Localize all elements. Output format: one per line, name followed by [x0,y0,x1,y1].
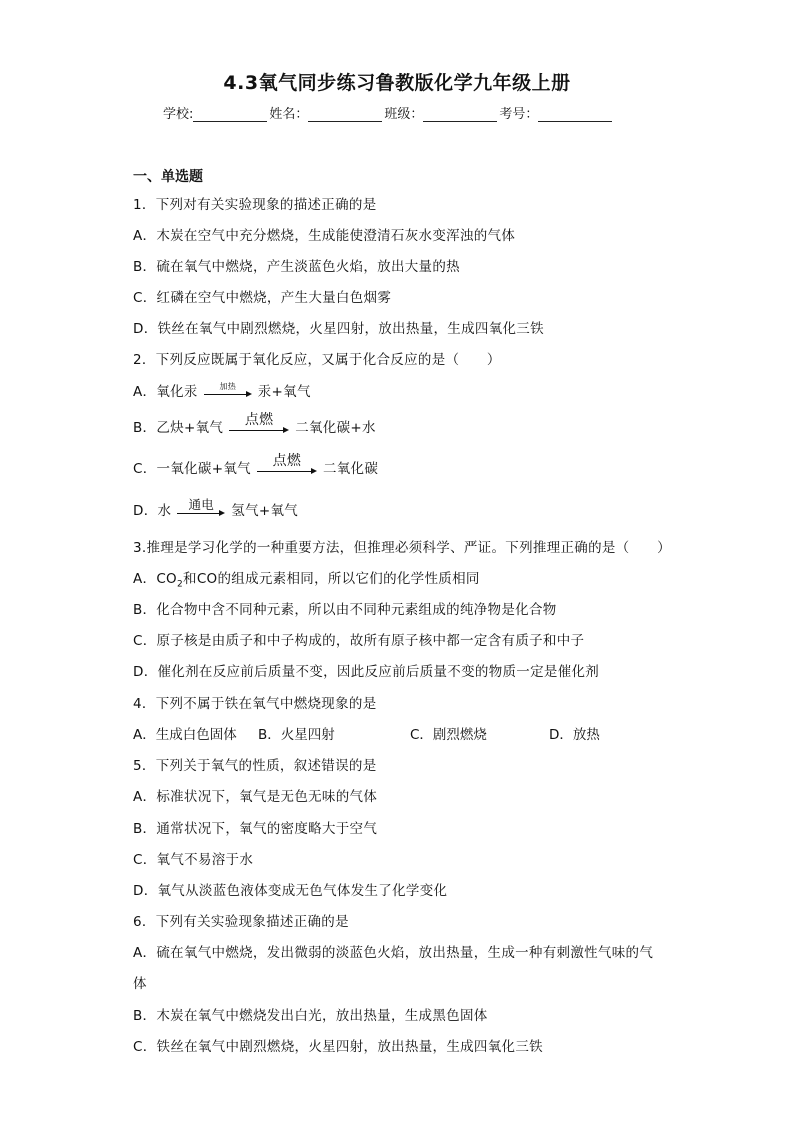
q2-d-products: 氢气+氧气 [231,503,299,519]
section-heading: 一、单选题 [133,169,203,185]
q1-option-a: A．木炭在空气中充分燃烧，生成能使澄清石灰水变浑浊的气体 [133,228,516,244]
exam-number-blank [538,109,612,122]
q5-option-c: C．氧气不易溶于水 [133,852,254,868]
q3-option-a [133,567,480,590]
q2-option-c [133,453,379,477]
student-info-row [163,103,614,122]
q1-option-d: D．铁丝在氧气中剧烈燃烧，火星四射，放出热量，生成四氧化三铁 [133,321,544,337]
q1-option-c: C．红磷在空气中燃烧，产生大量白色烟雾 [133,290,392,306]
q2-a-products: 汞+氧气 [257,384,311,400]
q2-option-a [133,380,311,400]
reaction-condition: 加热 [219,382,237,391]
class-blank [423,109,497,122]
class-label: 班级： [384,107,424,122]
reaction-condition: 点燃 [272,453,302,469]
q6-stem: 6．下列有关实验现象描述正确的是 [133,914,349,930]
q1-option-b: B．硫在氧气中燃烧，产生淡蓝色火焰，放出大量的热 [133,259,460,275]
q2-c-products: 二氧化碳 [322,461,379,477]
reaction-arrow [257,453,317,476]
reaction-arrow [177,497,225,518]
school-blank [193,109,267,122]
reaction-condition: 点燃 [244,412,274,428]
q6-option-b: B．木炭在氧气中燃烧发出白光，放出热量，生成黑色固体 [133,1008,488,1024]
q4-option-b: B．火星四射 [258,727,335,743]
q2-a-reactants: A．氧化汞 [133,384,198,400]
name-blank [308,109,382,122]
q3-a-text: A．CO [133,571,177,587]
q2-b-products: 二氧化碳+水 [295,420,376,436]
name-label: 姓名： [269,107,309,122]
reaction-arrow [204,382,252,399]
q3-option-d: D．催化剂在反应前后质量不变，因此反应前后质量不变的物质一定是催化剂 [133,664,600,680]
q2-option-d [133,499,298,519]
exam-number-label: 考号： [499,107,539,122]
reaction-condition: 通电 [188,497,215,512]
q2-stem: 2．下列反应既属于氧化反应，又属于化合反应的是（ ） [133,352,501,368]
q4-option-c: C．剧烈燃烧 [410,727,487,743]
q6-option-a-continued: 体 [133,976,147,992]
q2-d-reactants: D．水 [133,503,172,519]
q4-option-d: D．放热 [549,727,600,743]
q2-c-reactants: C．一氧化碳+氧气 [133,461,251,477]
q6-option-a: A．硫在氧气中燃烧，发出微弱的淡蓝色火焰，放出热量，生成一种有刺激性气味的气 [133,945,654,961]
q3-option-b: B．化合物中含不同种元素，所以由不同种元素组成的纯净物是化合物 [133,602,557,618]
q5-option-a: A．标准状况下，氧气是无色无味的气体 [133,789,378,805]
q5-stem: 5．下列关于氧气的性质，叙述错误的是 [133,758,377,774]
school-label: 学校: [163,107,194,122]
subscript: 2 [177,579,184,590]
q3-a-text-rest: 和CO的组成元素相同，所以它们的化学性质相同 [183,571,480,587]
q5-option-b: B．通常状况下，氧气的密度略大于空气 [133,821,378,837]
q2-b-reactants: B．乙炔+氧气 [133,420,224,436]
q1-stem: 1．下列对有关实验现象的描述正确的是 [133,197,377,213]
q3-option-c: C．原子核是由质子和中子构成的，故所有原子核中都一定含有质子和中子 [133,633,585,649]
q3-stem: 3.推理是学习化学的一种重要方法，但推理必须科学、严证。下列推理正确的是（ ） [133,540,671,556]
q5-option-d: D．氧气从淡蓝色液体变成无色气体发生了化学变化 [133,883,448,899]
q4-stem: 4．下列不属于铁在氧气中燃烧现象的是 [133,696,377,712]
q6-option-c: C．铁丝在氧气中剧烈燃烧，火星四射，放出热量，生成四氧化三铁 [133,1039,543,1055]
reaction-arrow [229,412,289,435]
q4-option-a: A．生成白色固体 [133,727,237,743]
document-title: 4.3氧气同步练习鲁教版化学九年级上册 [223,72,571,94]
q2-option-b [133,412,376,436]
